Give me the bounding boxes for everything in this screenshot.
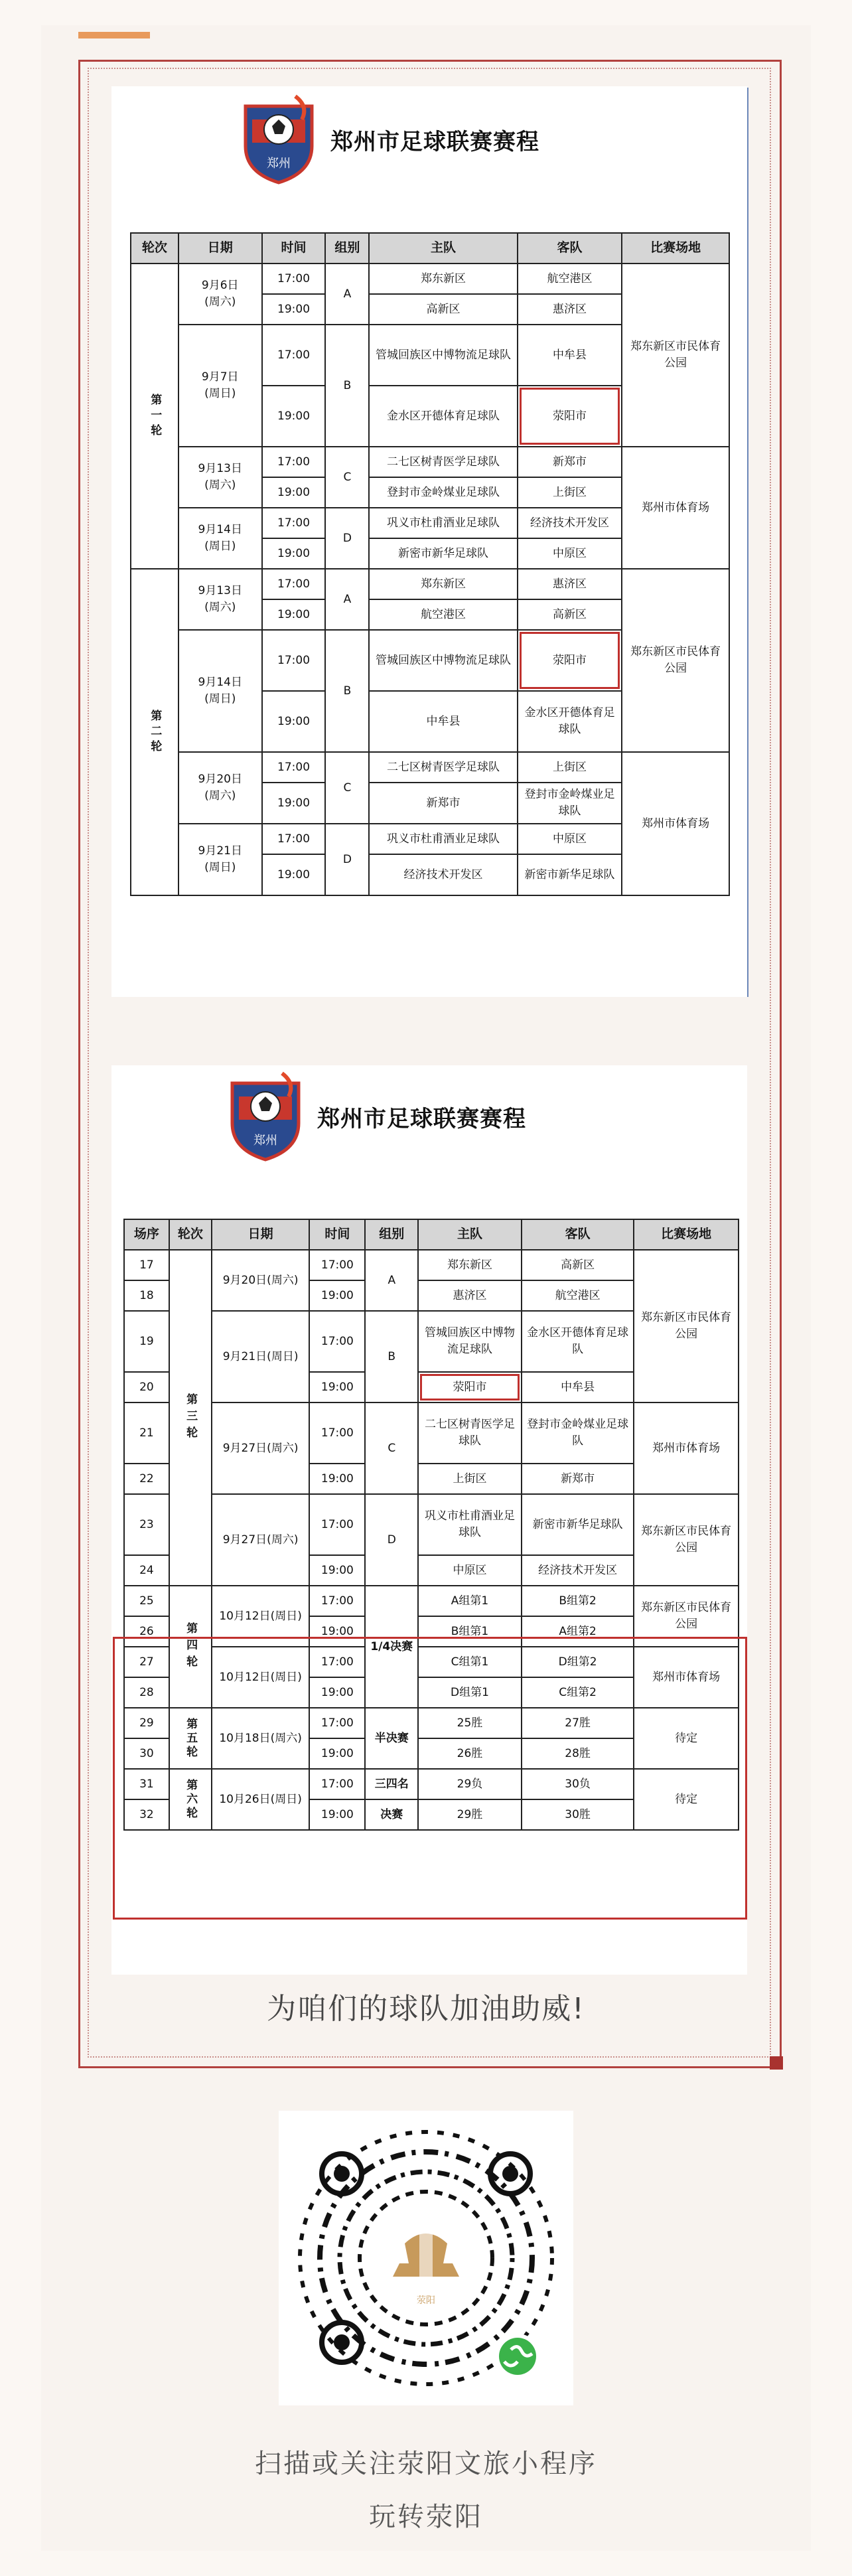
away-team-cell: 新郑市 [522, 1464, 634, 1494]
column-header: 时间 [309, 1219, 365, 1250]
away-team-cell: 中原区 [518, 824, 622, 854]
table-row [124, 1586, 739, 1616]
mini-program-code[interactable] [279, 2111, 573, 2405]
column-header: 轮次 [131, 233, 178, 264]
group-cell: C [365, 1402, 418, 1494]
round-cell: 第六轮 [169, 1769, 212, 1830]
venue-cell: 郑州市体育场 [634, 1402, 739, 1494]
time-cell: 17:00 [309, 1769, 365, 1799]
home-team-cell: 航空港区 [369, 599, 517, 630]
away-team-cell: 经济技术开发区 [518, 508, 622, 538]
home-team-cell: 29胜 [418, 1799, 522, 1830]
logo-text: 郑州 [267, 157, 291, 171]
knockout-highlight-box [113, 1637, 747, 1920]
match-number: 26 [124, 1616, 169, 1647]
date-cell: 9月6日 (周六) [178, 264, 262, 325]
match-number: 28 [124, 1677, 169, 1708]
away-team-cell: 金水区开德体育足球队 [522, 1311, 634, 1372]
home-team-cell: 惠济区 [418, 1280, 522, 1311]
match-number: 21 [124, 1402, 169, 1464]
time-cell: 19:00 [262, 386, 326, 447]
column-header: 日期 [178, 233, 262, 264]
round-cell: 第四轮 [169, 1586, 212, 1708]
match-number: 27 [124, 1647, 169, 1677]
column-header: 组别 [365, 1219, 418, 1250]
round-cell: 第一轮 [131, 264, 178, 569]
table-header-row [131, 233, 729, 264]
time-cell: 19:00 [309, 1555, 365, 1586]
schedule-header-2 [226, 1070, 526, 1163]
accent-bar [78, 32, 150, 38]
match-number: 31 [124, 1769, 169, 1799]
home-team-cell: 管城回族区中博物流足球队 [418, 1311, 522, 1372]
slogan-text: 为咱们的球队加油助威! [267, 1992, 585, 2026]
column-header: 主队 [418, 1219, 522, 1250]
time-cell: 17:00 [309, 1586, 365, 1616]
date-cell: 9月7日 (周日) [178, 325, 262, 447]
away-team-cell: B组第2 [522, 1586, 634, 1616]
home-team-cell: 25胜 [418, 1708, 522, 1738]
home-team-cell: 巩义市杜甫酒业足球队 [369, 508, 517, 538]
date-cell: 9月20日 (周六) [178, 752, 262, 824]
away-team-cell: 中原区 [518, 538, 622, 569]
column-header: 时间 [262, 233, 326, 264]
match-number: 25 [124, 1586, 169, 1616]
away-team-cell-highlighted: 荥阳市 [518, 630, 622, 691]
table-row [124, 1402, 739, 1464]
away-team-cell: C组第2 [522, 1677, 634, 1708]
time-cell: 17:00 [262, 325, 326, 386]
away-team-cell: 高新区 [522, 1250, 634, 1280]
away-team-cell: 上街区 [518, 477, 622, 508]
round-cell: 第五轮 [169, 1708, 212, 1769]
home-team-cell: B组第1 [418, 1616, 522, 1647]
home-team-cell: 二七区树青医学足球队 [418, 1402, 522, 1464]
schedule-title: 郑州市足球联赛赛程 [317, 1105, 526, 1132]
time-cell: 19:00 [262, 538, 326, 569]
date-cell: 9月20日(周六) [212, 1250, 310, 1311]
time-cell: 19:00 [309, 1280, 365, 1311]
round-cell: 第二轮 [131, 569, 178, 895]
match-number: 19 [124, 1311, 169, 1372]
club-logo [239, 93, 319, 186]
venue-cell: 郑东新区市民体育公园 [622, 569, 729, 752]
time-cell: 17:00 [309, 1311, 365, 1372]
away-team-cell-highlighted: 荥阳市 [518, 386, 622, 447]
column-header: 主队 [369, 233, 517, 264]
away-team-cell: 金水区开德体育足球队 [518, 691, 622, 752]
schedule-header-1 [239, 93, 539, 186]
time-cell: 17:00 [262, 752, 326, 783]
date-cell: 9月27日(周六) [212, 1402, 310, 1494]
time-cell: 17:00 [262, 569, 326, 599]
venue-cell: 待定 [634, 1708, 739, 1769]
away-team-cell: 登封市金岭煤业足球队 [522, 1402, 634, 1464]
group-cell: A [325, 264, 369, 325]
home-team-cell: 高新区 [369, 294, 517, 325]
column-header: 日期 [212, 1219, 310, 1250]
home-team-cell: 中原区 [418, 1555, 522, 1586]
match-number: 24 [124, 1555, 169, 1586]
away-team-cell: 中牟县 [518, 325, 622, 386]
home-team-cell: 郑东新区 [369, 569, 517, 599]
footer-line-2: 玩转荥阳 [369, 2502, 483, 2532]
away-team-cell: A组第2 [522, 1616, 634, 1647]
away-team-cell: 航空港区 [518, 264, 622, 294]
away-team-cell: 经济技术开发区 [522, 1555, 634, 1586]
away-team-cell: 登封市金岭煤业足球队 [518, 783, 622, 824]
venue-cell: 待定 [634, 1769, 739, 1830]
footer-line-1: 扫描或关注荥阳文旅小程序 [255, 2449, 597, 2479]
venue-cell: 郑东新区市民体育公园 [634, 1250, 739, 1402]
away-team-cell: 27胜 [522, 1708, 634, 1738]
time-cell: 19:00 [309, 1464, 365, 1494]
table-header-row [124, 1219, 739, 1250]
venue-cell: 郑东新区市民体育公园 [634, 1586, 739, 1647]
home-team-cell: A组第1 [418, 1586, 522, 1616]
time-cell: 17:00 [262, 447, 326, 477]
group-cell: C [325, 447, 369, 508]
date-cell: 10月12日(周日) [212, 1586, 310, 1647]
home-team-cell: 二七区树青医学足球队 [369, 752, 517, 783]
time-cell: 17:00 [309, 1402, 365, 1464]
home-team-cell: 经济技术开发区 [369, 854, 517, 895]
match-number: 32 [124, 1799, 169, 1830]
group-cell: D [325, 824, 369, 895]
home-team-cell: 金水区开德体育足球队 [369, 386, 517, 447]
date-cell: 9月27日(周六) [212, 1494, 310, 1586]
match-number: 18 [124, 1280, 169, 1311]
club-logo [226, 1070, 305, 1163]
home-team-cell: 巩义市杜甫酒业足球队 [369, 824, 517, 854]
qr-center-text: 荥阳 [417, 2295, 435, 2306]
time-cell: 17:00 [309, 1250, 365, 1280]
away-team-cell: 惠济区 [518, 294, 622, 325]
time-cell: 19:00 [309, 1616, 365, 1647]
logo-text: 郑州 [253, 1134, 277, 1148]
date-cell: 9月13日 (周六) [178, 569, 262, 630]
stage-cell: 三四名 [365, 1769, 418, 1799]
column-header: 轮次 [169, 1219, 212, 1250]
group-cell: D [365, 1494, 418, 1586]
venue-cell: 郑州市体育场 [622, 447, 729, 569]
away-team-cell: 航空港区 [522, 1280, 634, 1311]
away-team-cell: 惠济区 [518, 569, 622, 599]
home-team-cell: 二七区树青医学足球队 [369, 447, 517, 477]
time-cell: 19:00 [309, 1738, 365, 1769]
time-cell: 19:00 [309, 1799, 365, 1830]
away-team-cell: 上街区 [518, 752, 622, 783]
time-cell: 19:00 [262, 599, 326, 630]
match-number: 22 [124, 1464, 169, 1494]
group-cell: C [325, 752, 369, 824]
venue-cell: 郑州市体育场 [622, 752, 729, 895]
venue-cell: 郑州市体育场 [634, 1647, 739, 1708]
date-cell: 10月12日(周日) [212, 1647, 310, 1708]
time-cell: 17:00 [309, 1708, 365, 1738]
table-row [124, 1250, 739, 1280]
table-row [131, 447, 729, 477]
home-team-cell: 郑东新区 [418, 1250, 522, 1280]
time-cell: 19:00 [262, 294, 326, 325]
stage-cell: 决赛 [365, 1799, 418, 1830]
table-row [131, 264, 729, 294]
away-team-cell: 高新区 [518, 599, 622, 630]
group-cell: B [365, 1311, 418, 1402]
table-row [124, 1494, 739, 1555]
home-team-cell: 中牟县 [369, 691, 517, 752]
schedule-table-rounds-1-2 [130, 232, 730, 896]
time-cell: 19:00 [262, 477, 326, 508]
home-team-cell: D组第1 [418, 1677, 522, 1708]
time-cell: 19:00 [309, 1677, 365, 1708]
home-team-cell: C组第1 [418, 1647, 522, 1677]
home-team-cell: 上街区 [418, 1464, 522, 1494]
away-team-cell: 30胜 [522, 1799, 634, 1830]
home-team-cell: 巩义市杜甫酒业足球队 [418, 1494, 522, 1555]
schedule-title: 郑州市足球联赛赛程 [330, 128, 539, 155]
stage-cell: 1/4决赛 [365, 1586, 418, 1708]
date-cell: 9月21日 (周日) [178, 824, 262, 895]
date-cell: 10月18日(周六) [212, 1708, 310, 1769]
table-row [131, 752, 729, 783]
away-team-cell: 中牟县 [522, 1372, 634, 1402]
date-cell: 9月14日 (周日) [178, 508, 262, 569]
time-cell: 19:00 [262, 854, 326, 895]
time-cell: 17:00 [262, 824, 326, 854]
group-cell: A [365, 1250, 418, 1311]
column-header: 比赛场地 [634, 1219, 739, 1250]
match-number: 20 [124, 1372, 169, 1402]
round-cell: 第三轮 [169, 1250, 212, 1586]
match-number: 17 [124, 1250, 169, 1280]
venue-cell: 郑东新区市民体育公园 [622, 264, 729, 447]
home-team-cell: 新郑市 [369, 783, 517, 824]
time-cell: 19:00 [309, 1372, 365, 1402]
group-cell: A [325, 569, 369, 630]
group-cell: B [325, 630, 369, 752]
time-cell: 19:00 [262, 691, 326, 752]
home-team-cell: 管城回族区中博物流足球队 [369, 325, 517, 386]
away-team-cell: 新密市新华足球队 [522, 1494, 634, 1555]
column-header: 组别 [325, 233, 369, 264]
venue-cell: 郑东新区市民体育公园 [634, 1494, 739, 1586]
frame-corner-square [770, 2056, 783, 2070]
match-number: 23 [124, 1494, 169, 1555]
home-team-cell: 26胜 [418, 1738, 522, 1769]
away-team-cell: 新密市新华足球队 [518, 854, 622, 895]
stage-cell: 半决赛 [365, 1708, 418, 1769]
table-row [131, 569, 729, 599]
home-team-cell: 郑东新区 [369, 264, 517, 294]
column-header: 客队 [518, 233, 622, 264]
away-team-cell: D组第2 [522, 1647, 634, 1677]
group-cell: B [325, 325, 369, 447]
match-number: 29 [124, 1708, 169, 1738]
column-header: 比赛场地 [622, 233, 729, 264]
home-team-cell: 新密市新华足球队 [369, 538, 517, 569]
match-number: 30 [124, 1738, 169, 1769]
home-team-cell: 29负 [418, 1769, 522, 1799]
date-cell: 9月13日 (周六) [178, 447, 262, 508]
date-cell: 9月14日 (周日) [178, 630, 262, 752]
home-team-cell: 登封市金岭煤业足球队 [369, 477, 517, 508]
away-team-cell: 28胜 [522, 1738, 634, 1769]
away-team-cell: 30负 [522, 1769, 634, 1799]
group-cell: D [325, 508, 369, 569]
time-cell: 17:00 [262, 264, 326, 294]
home-team-cell-highlighted: 荥阳市 [418, 1372, 522, 1402]
date-cell: 9月21日(周日) [212, 1311, 310, 1402]
time-cell: 17:00 [309, 1647, 365, 1677]
time-cell: 17:00 [262, 508, 326, 538]
column-header: 客队 [522, 1219, 634, 1250]
time-cell: 19:00 [262, 783, 326, 824]
card-divider-line [747, 88, 748, 997]
time-cell: 17:00 [309, 1494, 365, 1555]
home-team-cell: 管城回族区中博物流足球队 [369, 630, 517, 691]
time-cell: 17:00 [262, 630, 326, 691]
away-team-cell: 新郑市 [518, 447, 622, 477]
date-cell: 10月26日(周日) [212, 1769, 310, 1830]
column-header: 场序 [124, 1219, 169, 1250]
